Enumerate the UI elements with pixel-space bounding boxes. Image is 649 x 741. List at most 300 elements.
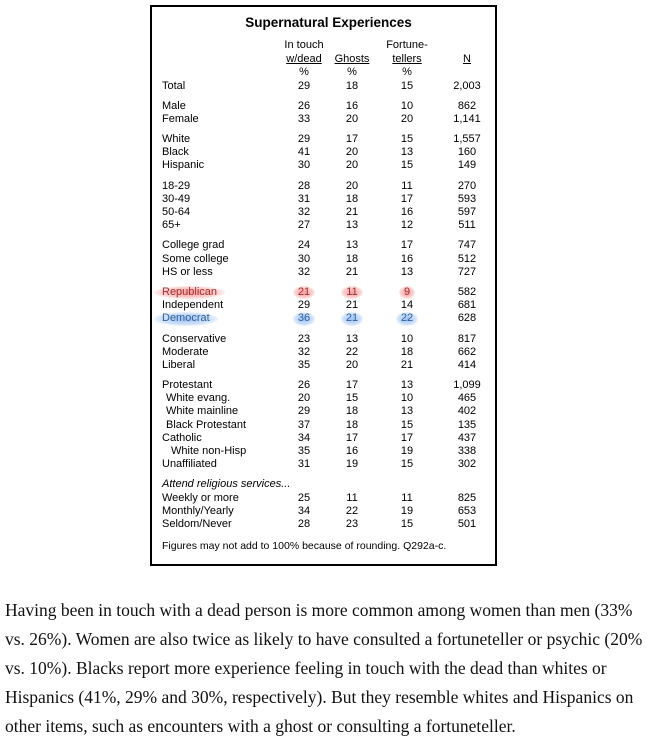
row-value: 20 [345,179,359,192]
row-value: 681 [457,299,477,312]
row-value: 32 [297,345,311,358]
row-value-cell [278,206,330,219]
table-row [162,239,494,252]
row-value: 32 [297,206,311,218]
row-value: 15 [400,133,414,146]
row-value-cell [440,253,494,266]
row-value: 20 [345,358,359,371]
row-value-cell [330,299,374,312]
row-value-cell [374,518,440,531]
row-value-cell [330,180,374,193]
row-value: 30 [297,159,311,172]
row-value-cell [330,392,374,405]
row-value-cell [278,113,330,126]
row-value: 30 [297,252,311,265]
row-label [162,80,278,93]
row-value: 22 [345,504,359,517]
row-value-cell [278,359,330,372]
percent-sign: % [402,66,412,78]
row-value-cell [330,432,374,445]
table-row [162,113,494,126]
row-value: 2,003 [453,79,481,92]
table-row [162,80,494,93]
row-label [162,505,278,518]
row-value-cell [374,299,440,312]
row-value: 597 [457,206,477,218]
row-value-cell [278,312,330,325]
row-value: 14 [400,299,414,312]
row-value-cell [278,518,330,531]
row-value-cell [440,432,494,445]
row-value: 20 [345,159,359,172]
row-value: 19 [345,458,359,471]
row-value: 26 [297,99,311,112]
row-value-cell [330,518,374,531]
row-value-cell [278,100,330,113]
row-value-cell [440,445,494,458]
row-label-text: White mainline [166,405,239,418]
row-value: 16 [400,206,414,218]
row-label [162,253,278,266]
row-value-cell [374,346,440,359]
row-value-cell [330,359,374,372]
row-value: 465 [457,392,477,405]
row-value: 34 [297,431,311,444]
row-label-text: Republican [154,286,225,299]
row-value-cell [330,80,374,93]
row-label [162,458,278,471]
row-label [162,113,278,126]
row-value-cell [374,146,440,159]
row-value: 37 [297,418,311,431]
row-value: 29 [297,299,311,312]
row-label [162,180,278,193]
row-value: 302 [457,458,477,471]
row-label-text: Independent [162,299,224,312]
row-value: 13 [345,219,359,232]
row-value-cell [330,100,374,113]
row-value: 747 [457,239,477,252]
row-value: 19 [400,445,414,457]
row-value-cell [278,458,330,471]
row-label-text: Conservative [162,332,227,345]
table-row [162,379,494,392]
row-value-cell [330,478,374,491]
row-value-cell [330,219,374,232]
row-value: 23 [297,332,311,345]
row-value: 33 [297,112,311,125]
row-value: 13 [345,332,359,345]
row-value: 15 [400,159,414,172]
row-label-text: 30-49 [162,192,191,205]
spacer-cell [440,39,494,53]
row-value: 23 [345,517,359,530]
row-value-cell [440,100,494,113]
table-row [162,146,494,159]
row-value-cell [440,113,494,126]
col-header-in-touch-line2 [278,53,330,67]
row-label [162,405,278,418]
row-value-cell [440,333,494,346]
row-value-cell [278,266,330,279]
row-value: 17 [400,431,414,444]
row-value: 29 [297,405,311,418]
row-value: 628 [457,312,477,325]
row-value: 1,557 [453,133,481,146]
table-row [162,159,494,172]
row-value: 662 [457,345,477,358]
table-row [162,253,494,266]
row-value-cell [330,346,374,359]
row-value-cell [278,193,330,206]
row-value-cell [330,159,374,172]
row-label-text: Monthly/Yearly [162,504,234,517]
table-row [162,432,494,445]
row-value: 402 [457,405,477,418]
row-label [162,359,278,372]
row-value: 511 [458,219,476,232]
row-value-cell [278,219,330,232]
row-value: 20 [345,146,359,159]
row-value-cell [330,333,374,346]
row-value: 28 [297,179,311,192]
row-value: 825 [457,491,477,504]
row-label-text: 65+ [162,219,181,232]
col-header-wdead-label: w/dead [286,52,322,65]
row-value-cell [278,419,330,432]
row-value: 13 [400,379,414,392]
row-value-cell [330,239,374,252]
row-value: 727 [457,265,477,278]
col-header-tellers-label: tellers [392,52,422,65]
spacer-cell [440,66,494,80]
row-label-text: Black [162,146,189,159]
row-value: 22 [396,312,418,325]
row-value: 16 [345,99,359,112]
row-value-cell [278,492,330,505]
row-value: 18 [345,418,359,431]
col-header-in-touch-line1: In touch [284,39,324,51]
row-value: 21 [341,312,363,325]
row-value-cell [278,133,330,146]
row-value-cell [374,458,440,471]
row-value: 32 [297,265,311,278]
row-value-cell [440,505,494,518]
row-value: 21 [400,358,414,371]
table-row [162,359,494,372]
row-label [162,239,278,252]
row-value-cell [440,478,494,491]
row-value-cell [330,206,374,219]
row-value: 135 [457,418,477,431]
row-label [162,432,278,445]
row-value: 31 [297,192,311,205]
row-value-cell [374,312,440,325]
row-value: 13 [400,146,414,159]
row-value-cell [374,286,440,299]
row-label [162,419,278,432]
table-row [162,478,494,491]
row-label [162,492,278,505]
row-label [162,159,278,172]
row-value-cell [440,346,494,359]
row-label-text: College grad [162,239,225,252]
row-value: 270 [457,179,477,192]
row-value-cell [278,405,330,418]
row-value: 21 [293,286,315,299]
row-value-cell [440,239,494,252]
row-value: 10 [400,332,414,345]
table-row [162,206,494,219]
col-header-n-label: N [463,52,471,65]
table-footnote: Figures may not add to 100% because of rounding. Q292a-c. [162,540,447,553]
col-header-fortunetellers-line1: Fortune- [386,39,428,51]
row-value: 19 [400,504,414,517]
row-value: 11 [346,491,358,504]
row-value: 1,099 [453,379,481,392]
row-value: 13 [400,405,414,418]
row-value-cell [330,505,374,518]
row-label [162,478,291,491]
row-value-cell [278,478,330,491]
table-row [162,419,494,432]
row-value: 20 [400,112,414,125]
row-value: 34 [297,504,311,517]
row-value: 437 [457,431,477,444]
row-value-cell [374,478,440,491]
row-value-cell [374,392,440,405]
col-header-n [440,53,494,67]
row-label-text: HS or less [162,265,213,278]
row-value: 11 [401,179,413,192]
header-row-2 [162,53,494,67]
row-value-cell [440,206,494,219]
row-value-cell [440,133,494,146]
row-value-cell [374,113,440,126]
row-value-cell [440,180,494,193]
row-value: 31 [297,458,311,471]
row-value-cell [374,133,440,146]
col-header-fortunetellers-line2 [374,53,440,67]
row-value: 17 [345,431,359,444]
row-value-cell [374,492,440,505]
row-value: 20 [345,112,359,125]
row-value-cell [440,266,494,279]
row-value-cell [374,193,440,206]
row-label [162,133,278,146]
table-row [162,445,494,458]
row-label-text: Some college [162,252,229,265]
table-row [162,518,494,531]
row-value: 35 [297,445,311,457]
row-value-cell [330,312,374,325]
row-value-cell [440,419,494,432]
row-value-cell [330,113,374,126]
row-label-text: Seldom/Never [162,517,232,530]
row-value: 29 [297,79,311,92]
row-label-text: Protestant [162,379,213,392]
row-value-cell [330,266,374,279]
row-label-text: Democrat [154,312,218,325]
row-label [162,206,278,219]
col-header-ghosts [330,53,374,67]
row-value: 9 [399,286,415,299]
row-value: 21 [345,206,359,218]
row-value: 862 [457,99,477,112]
table-row [162,346,494,359]
row-label-text: Moderate [162,345,209,358]
table-row [162,405,494,418]
row-label [162,100,278,113]
row-value-cell [374,333,440,346]
row-value-cell [440,312,494,325]
row-value-cell [374,359,440,372]
row-label [162,518,278,531]
row-value: 24 [297,239,311,252]
row-value-cell [440,359,494,372]
row-label [162,266,278,279]
row-value-cell [278,445,330,458]
row-value: 35 [297,358,311,371]
percent-sign: % [347,66,357,78]
row-value-cell [440,286,494,299]
row-value-cell [374,80,440,93]
row-value-cell [374,239,440,252]
row-value-cell [330,253,374,266]
row-label-text: White non-Hisp [171,445,247,457]
row-value: 15 [400,517,414,530]
table-row [162,458,494,471]
row-value-cell [440,80,494,93]
row-value: 15 [345,392,359,405]
table-row [162,505,494,518]
row-value-cell [374,180,440,193]
row-value-cell [330,133,374,146]
row-value-cell [278,286,330,299]
row-value-cell [440,193,494,206]
supernatural-experiences-table [150,5,497,566]
row-value-cell [278,159,330,172]
row-value: 21 [345,299,359,312]
row-value: 149 [457,159,477,172]
row-value-cell [278,239,330,252]
row-value: 29 [297,133,311,146]
row-value-cell [278,299,330,312]
row-value-cell [374,159,440,172]
row-label [162,299,278,312]
row-label [162,312,278,325]
spacer-cell [162,66,278,80]
row-value: 27 [297,219,311,232]
row-value: 15 [400,458,414,471]
row-value: 1,141 [453,112,481,125]
row-value-cell [374,266,440,279]
row-value-cell [374,405,440,418]
row-value-cell [440,146,494,159]
row-label-text: Total [162,79,186,92]
row-value: 16 [345,445,359,457]
row-value: 501 [457,517,477,530]
row-value: 338 [457,445,477,457]
row-value-cell [374,219,440,232]
row-value-cell [330,379,374,392]
row-value-cell [440,458,494,471]
table-row [162,219,494,232]
spacer-cell [330,39,374,53]
row-value-cell [374,379,440,392]
row-label [162,346,278,359]
row-value: 582 [457,285,477,298]
row-value: 160 [457,146,477,159]
row-value: 12 [400,219,414,232]
table-row [162,492,494,505]
row-value: 15 [400,418,414,431]
row-label [162,333,278,346]
row-label [162,445,278,458]
table-row [162,286,494,299]
row-label-text: White [162,133,191,146]
row-value-cell [278,180,330,193]
row-label-text: Attend religious services... [162,478,291,491]
spacer-cell [162,39,278,53]
table-row [162,299,494,312]
row-value: 10 [400,99,414,112]
row-value: 25 [297,491,311,504]
row-value-cell [440,405,494,418]
row-label-text: White evang. [166,392,231,405]
row-label-text: Catholic [162,431,202,444]
row-value-cell [330,492,374,505]
row-value-cell [374,100,440,113]
row-value: 13 [345,239,359,252]
table-row [162,133,494,146]
row-value: 17 [400,239,414,252]
row-value: 17 [345,133,359,146]
row-value: 18 [345,79,359,92]
table-row [162,392,494,405]
row-value-cell [440,219,494,232]
row-value: 13 [400,265,414,278]
row-value-cell [330,458,374,471]
table-row [162,193,494,206]
row-value: 11 [401,491,413,504]
row-value: 817 [457,332,477,345]
commentary-paragraph: Having been in touch with a dead person is more common among women than men (33% vs. 26%). Women are also twice as likely to have consulted a fortuneteller or psychic (20% vs. 10%). Blacks report more experience feeling in touch with the dead than whites or Hispanics (41%, 29% and 30%, respectively). But they resemble whites and Hispanics on other items, such as encounters with a ghost or consulting a fortuneteller. [5,600,643,736]
row-value-cell [278,333,330,346]
row-value-cell [440,492,494,505]
row-value: 18 [345,192,359,205]
row-value-cell [440,159,494,172]
row-label-text: Female [162,112,199,125]
row-value: 593 [457,192,477,205]
row-label [162,193,278,206]
row-value-cell [330,146,374,159]
row-value-cell [440,518,494,531]
row-value-cell [278,432,330,445]
row-value-cell [374,432,440,445]
table-rows [162,80,494,532]
row-value-cell [278,80,330,93]
row-value: 18 [345,252,359,265]
row-label-text: Unaffiliated [162,458,217,471]
table-row [162,333,494,346]
row-label-text: Liberal [162,358,196,371]
row-label-text: 50-64 [162,206,191,218]
header-row-1 [162,39,494,53]
table-row [162,266,494,279]
row-value: 653 [457,504,477,517]
row-label [162,146,278,159]
